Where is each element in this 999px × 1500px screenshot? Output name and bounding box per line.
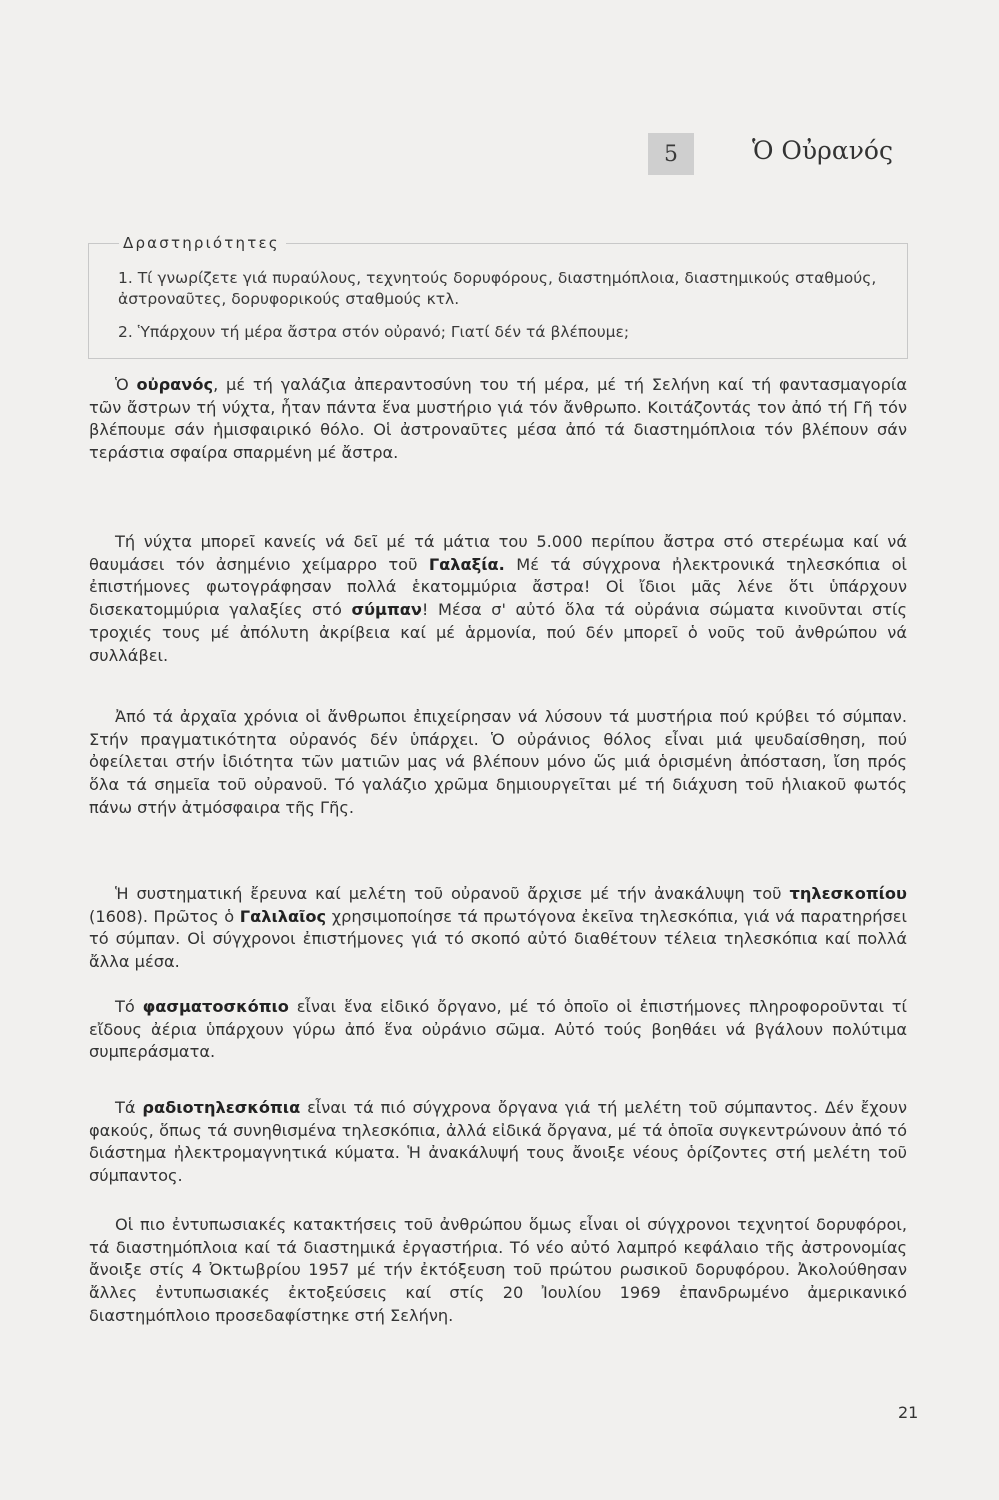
paragraph-text: Ἡ συστηματική ἔρευνα καί μελέτη τοῦ οὐρανοῦ ἄρχισε μέ τήν ἀνακάλυψη τοῦ [115,884,790,903]
chapter-number: 5 [648,133,694,175]
paragraph [89,996,907,1064]
bold-term: σύμπαν [351,600,422,620]
paragraph [89,1097,907,1188]
paragraph [89,1214,907,1328]
paragraph-text: Τή νύχτα μπορεῖ κανείς νά δεῖ μέ τά μάτια του 5.000 περίπου ἄστρα στό στερέωμα καί νά θαυμάσει τόν ἀσημένιο χείμαρρο τοῦ [89,532,907,574]
paragraph-text: ! Μέσα σ' αὐτό ὅλα τά οὐράνια σώματα κινοῦνται στίς τροχιές τους μέ ἀπόλυτη ἀκρίβεια καί μέ ἁρμονία, πού δέν μπορεῖ ὁ νοῦς τοῦ ἀνθρώπου νά συλλάβει. [89,600,907,665]
bold-term: ραδιοτηλεσκόπια [142,1098,301,1117]
paragraph [89,706,907,820]
paragraph [89,883,907,974]
bold-term: τηλεσκοπίου [789,884,907,903]
page-number: 21 [898,1403,919,1422]
paragraph-text: Τό [115,997,143,1016]
activity-item: 2. Ὑπάρχουν τή μέρα ἄστρα στόν οὐρανό; Γιατί δέν τά βλέπουμε; [118,323,630,341]
paragraph-text: Τά [115,1098,143,1117]
paragraph-text: Ἀπό τά ἀρχαῖα χρόνια οἱ ἄνθρωποι ἐπιχείρησαν νά λύσουν τά μυστήρια πού κρύβει τό σύμπαν. Στήν πραγματικότητα οὐρανός δέν ὑπάρχει. Ὁ οὐράνιος θόλος εἶναι μιά ψευδαίσθηση, πού ὀφείλεται στήν ἰδιότητα τῶν ματιῶν μας νά βλέπουν μόνο ὥς μιά ὁρισμένη ἀπόσταση, ἴση πρός ὅλα τά σημεῖα τοῦ οὐρανοῦ. Τό γαλάζιο χρῶμα δημιουργεῖται μέ τή διάχυση τοῦ ἡλιακοῦ φωτός πάνω στήν ἀτμόσφαιρα τῆς Γῆς. [89,707,907,817]
paragraph [89,374,907,465]
paragraph-text: εἶναι ἕνα εἰδικό ὄργανο, μέ τό ὁποῖο οἱ ἐπιστήμονες πληροφοροῦνται τί εἴδους ἀέρια ὑπάρχουν γύρω ἀπό ἕνα οὐράνιο σῶμα. Αὐτό τούς βοηθάει νά βγάλουν πολύτιμα συμπεράσματα. [89,997,907,1062]
bold-term: Γαλαξία. [428,554,505,574]
bold-term: οὐρανός [136,375,214,394]
paragraph-text: χρησιμοποίησε τά πρωτόγονα ἐκεῖνα τηλεσκόπια, γιά νά παρατηρήσει τό σύμπαν. Οἱ σύγχρονοι ἐπιστήμονες γιά τό σκοπό αὐτό διαθέτουν τέλεια τηλεσκόπια καί πολλά ἄλλα μέσα. [89,906,907,972]
activity-item: 1. Τί γνωρίζετε γιά πυραύλους, τεχνητούς δορυφόρους, διαστημόπλοια, διαστημικούς σταθμούς, ἀστροναῦτες, δορυφορικούς σταθμούς κτλ. [118,269,877,308]
activities-label: Δραστηριότητες [119,234,286,252]
chapter-title: Ὁ Οὐρανός [752,136,893,165]
paragraph-text: Μέ τά σύγχρονα ἠλεκτρονικά τηλεσκόπια οἱ ἐπιστήμονες φωτογράφησαν πολλά ἑκατομμύρια ἄστρα! Οἱ ἴδιοι μᾶς λένε ὅτι ὑπάρχουν δισεκατομμύρια γαλαξίες στό [89,554,907,620]
paragraph-text: , μέ τή γαλάζια ἀπεραντοσύνη του τή μέρα, μέ τή Σελήνη καί τή φαντασμαγορία τῶν ἄστρων τή νύχτα, ἦταν πάντα ἕνα μυστήριο γιά τόν ἄνθρωπο. Κοιτάζοντάς τον ἀπό τή Γῆ τόν βλέπουμε σάν ἡμισφαιρικό θόλο. Οἱ ἀστροναῦτες μέσα ἀπό τά διαστημόπλοια τόν βλέπουν σάν τεράστια σφαίρα σπαρμένη μέ ἄστρα. [89,375,907,463]
paragraph-text: (1608). Πρῶτος ὁ [89,906,240,926]
bold-term: φασματοσκόπιο [142,997,289,1016]
paragraph [89,531,907,667]
paragraph-text: Οἱ πιο ἐντυπωσιακές κατακτήσεις τοῦ ἀνθρώπου ὅμως εἶναι οἱ σύγχρονοι τεχνητοί δορυφόροι, τά διαστημόπλοια καί τά διαστημικά ἐργαστήρια. Τό νέο αὐτό λαμπρό κεφάλαιο τῆς ἀστρονομίας ἄνοιξε στίς 4 Ὀκτωβρίου 1957 μέ τήν ἐκτόξευση τοῦ πρώτου ρωσικοῦ δορυφόρου. Ἀκολούθησαν ἄλλες ἐντυπωσιακές ἐκτοξεύσεις καί στίς 20 Ἰουλίου 1969 ἐπανδρωμένο ἀμερικανικό διαστημόπλοιο προσεδαφίστηκε στή Σελήνη. [89,1215,907,1325]
paragraph-text: Ὁ [115,375,137,394]
paragraph-text: εἶναι τά πιό σύγχρονα ὄργανα γιά τή μελέτη τοῦ σύμπαντος. Δέν ἔχουν φακούς, ὅπως τά συνηθισμένα τηλεσκόπια, ἀλλά εἰδικά ὄργανα, μέ τά ὁποῖα συγκεντρώνουν ἀπό τό διάστημα ἠλεκτρομαγνητικά κύματα. Ἡ ἀνακάλυψή τους ἄνοιξε νέους ὁρίζοντες στή μελέτη τοῦ σύμπαντος. [89,1098,907,1186]
bold-term: Γαλιλαῖος [239,906,327,926]
